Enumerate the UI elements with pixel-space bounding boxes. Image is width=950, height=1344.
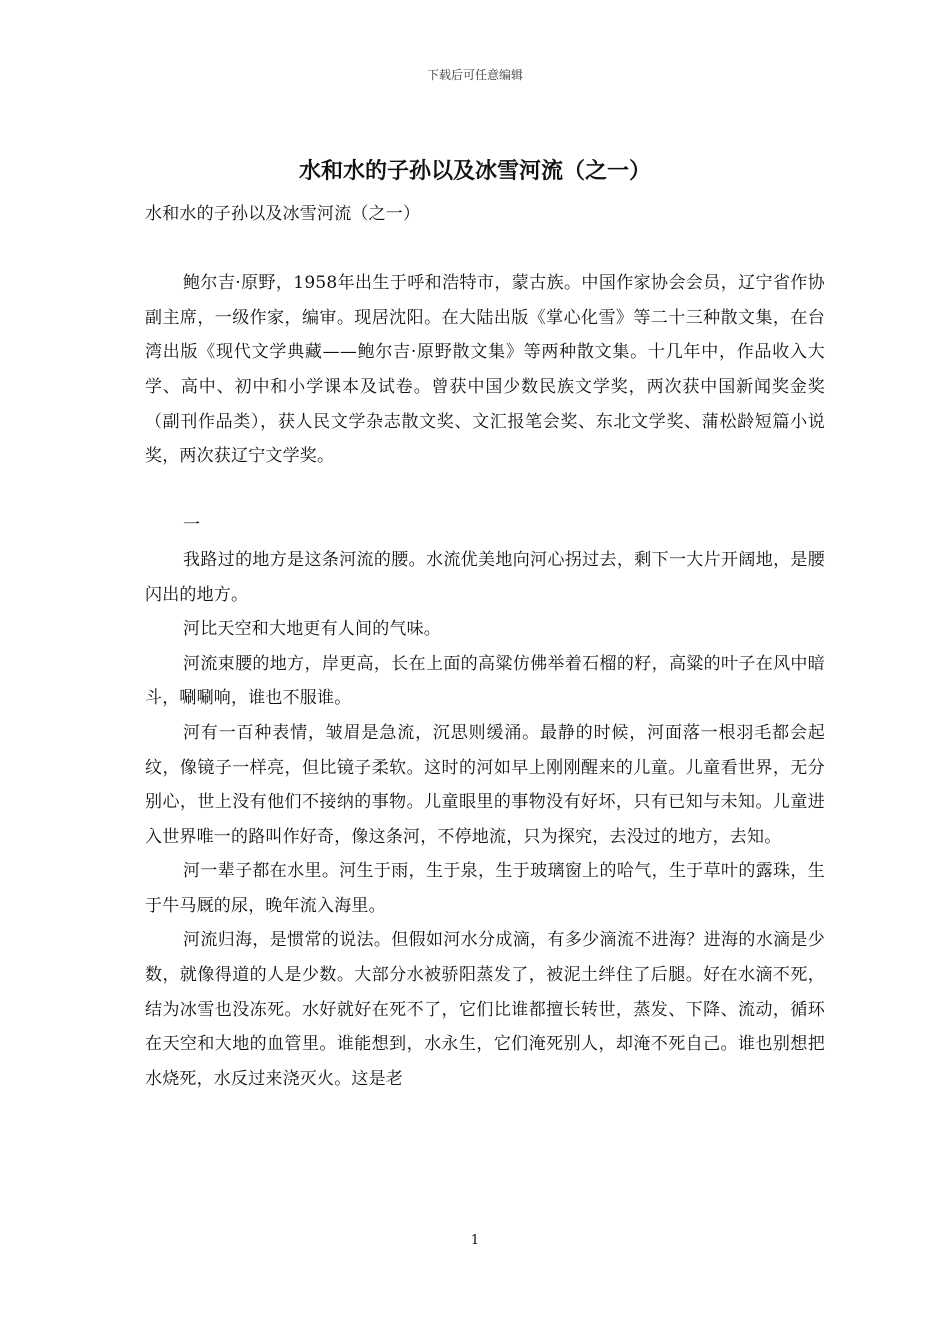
document-title: 水和水的子孙以及冰雪河流（之一） bbox=[298, 158, 651, 184]
body-paragraph: 河比天空和大地更有人间的气味。 bbox=[183, 619, 441, 640]
body-paragraph: 河流束腰的地方，岸更高，长在上面的高粱仿佛举着石榴的籽，高粱的叶子在风中暗斗，唰唰响，谁也不服谁。 bbox=[145, 653, 825, 709]
body-paragraph: 我路过的地方是这条河流的腰。水流优美地向河心拐过去，剩下一大片开阔地，是腰闪出的地方。 bbox=[145, 549, 825, 605]
body-paragraph: 河有一百种表情，皱眉是急流，沉思则缓涌。最静的时候，河面落一根羽毛都会起纹，像镜子一样亮，但比镜子柔软。这时的河如早上刚刚醒来的儿童。儿童看世界，无分别心，世上没有他们不接纳的事物。儿童眼里的事物没有好坏，只有已知与未知。儿童进入世界唯一的路叫作好奇，像这条河，不停地流，只为探究，去没过的地方，去知。 bbox=[145, 722, 825, 847]
author-bio-paragraph: 鲍尔吉·原野，1958年出生于呼和浩特市，蒙古族。中国作家协会会员，辽宁省作协副主席，一级作家，编审。现居沈阳。在大陆出版《掌心化雪》等二十三种散文集，在台湾出版《现代文学典藏——鲍尔吉·原野散文集》等两种散文集。十几年中，作品收入大学、高中、初中和小学课本及试卷。曾获中国少数民族文学奖，两次获中国新闻奖金奖（副刊作品类），获人民文学杂志散文奖、文汇报笔会奖、东北文学奖、蒲松龄短篇小说奖，两次获辽宁文学奖。 bbox=[145, 273, 825, 467]
header-note: 下载后可任意编辑 bbox=[426, 68, 523, 82]
section-marker: 一 bbox=[183, 515, 201, 536]
spacer bbox=[145, 474, 825, 509]
document-body bbox=[145, 197, 825, 1096]
body-paragraph: 河流归海，是惯常的说法。但假如河水分成滴，有多少滴流不进海？进海的水滴是少数，就像得道的人是少数。大部分水被骄阳蒸发了，被泥土绊住了后腿。好在水滴不死，结为冰雪也没冻死。水好就好在死不了，它们比谁都擅长转世，蒸发、下降、流动，循环在天空和大地的血管里。谁能想到，水永生，它们淹死别人，却淹不死自己。谁也别想把水烧死，水反过来浇灭火。这是老 bbox=[145, 930, 825, 1089]
document-subtitle: 水和水的子孙以及冰雪河流（之一） bbox=[145, 204, 421, 224]
spacer bbox=[145, 232, 825, 267]
page-number: 1 bbox=[470, 1233, 480, 1248]
body-paragraph: 河一辈子都在水里。河生于雨，生于泉，生于玻璃窗上的哈气，生于草叶的露珠，生于牛马厩的尿，晚年流入海里。 bbox=[145, 861, 825, 916]
